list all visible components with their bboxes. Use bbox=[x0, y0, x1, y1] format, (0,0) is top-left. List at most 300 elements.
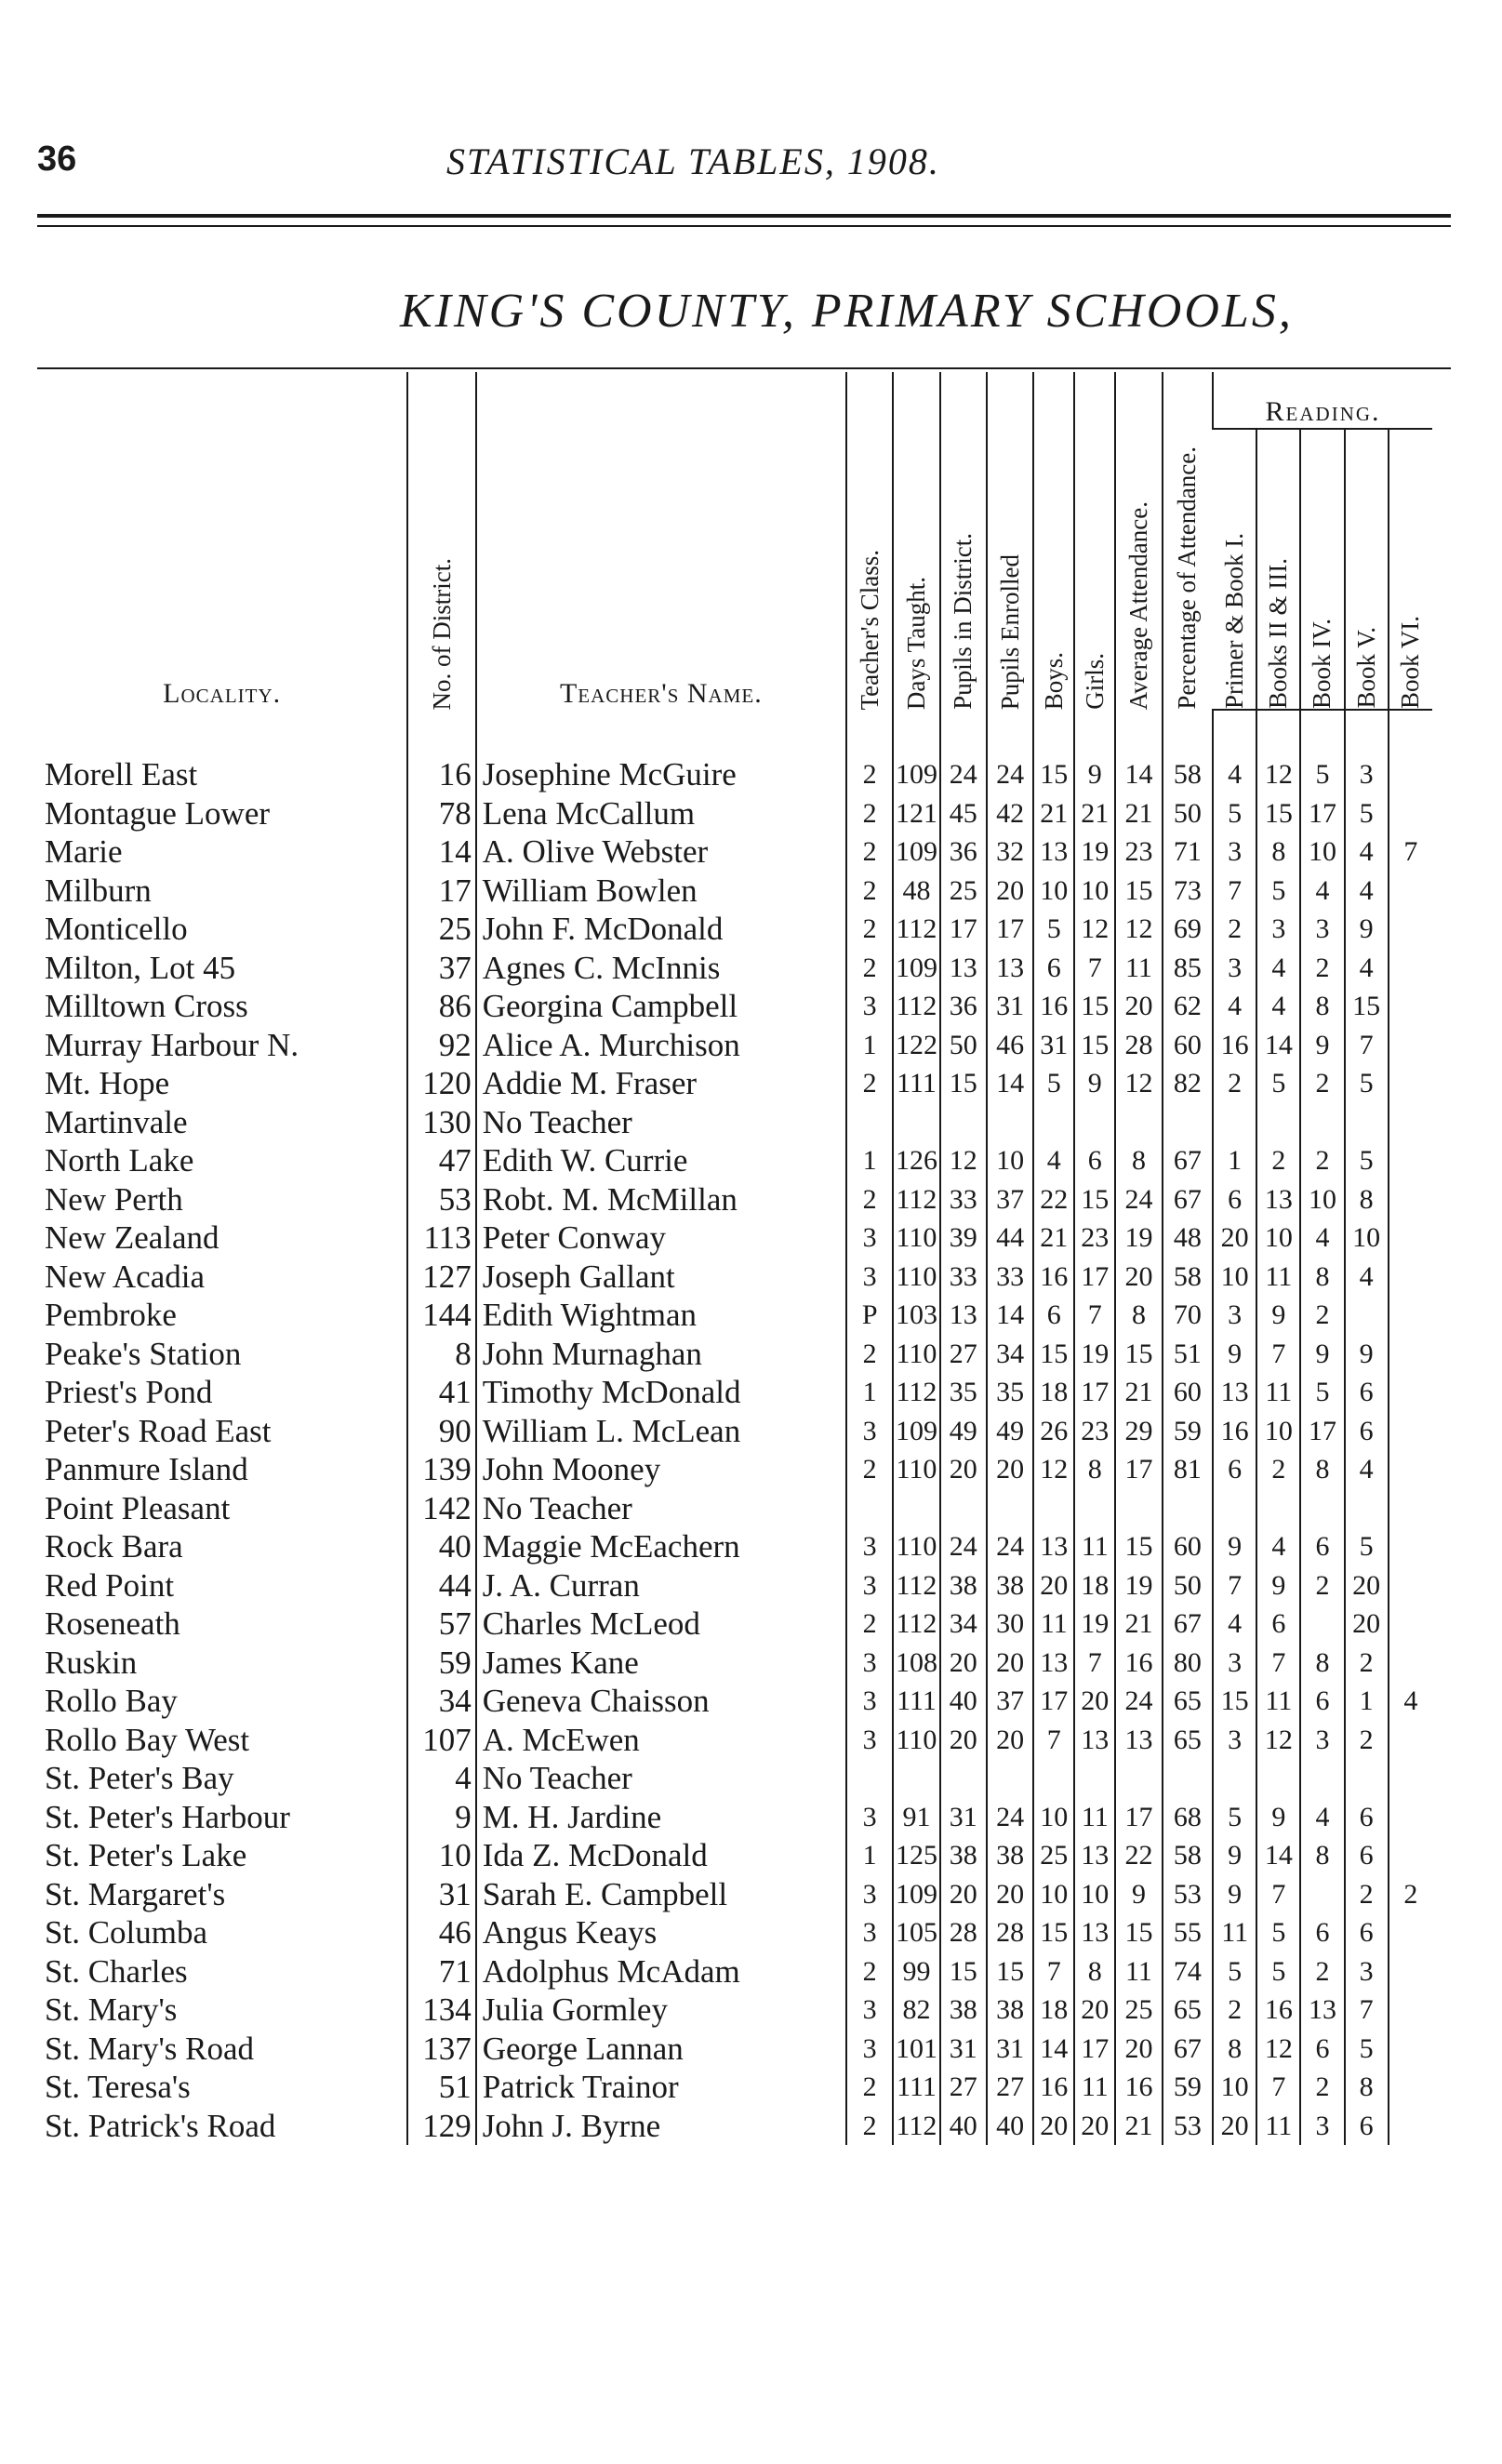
cell-b4: 6 bbox=[1300, 1527, 1344, 1566]
cell-boys: 16 bbox=[1033, 2068, 1074, 2107]
table-row bbox=[37, 1605, 1432, 1644]
cell-girls: 10 bbox=[1074, 872, 1115, 911]
cell-teacher: Agnes C. McInnis bbox=[476, 949, 846, 988]
cell-b5: 5 bbox=[1345, 2030, 1389, 2069]
cell-girls: 7 bbox=[1074, 949, 1115, 988]
cell-avg: 12 bbox=[1115, 910, 1162, 949]
table-row bbox=[37, 710, 1432, 794]
cell-pct: 71 bbox=[1163, 832, 1214, 872]
table-row bbox=[37, 794, 1432, 833]
cell-district: 16 bbox=[407, 710, 475, 794]
cell-girls: 19 bbox=[1074, 1335, 1115, 1374]
header-pupils-enrolled: Pupils Enrolled bbox=[987, 372, 1033, 710]
cell-girls bbox=[1074, 1759, 1115, 1798]
cell-b5: 9 bbox=[1345, 1335, 1389, 1374]
cell-b4: 13 bbox=[1300, 1991, 1344, 2030]
cell-avg: 29 bbox=[1115, 1412, 1162, 1451]
cell-b5: 6 bbox=[1345, 1798, 1389, 1837]
cell-boys: 18 bbox=[1033, 1373, 1074, 1412]
cell-avg: 15 bbox=[1115, 872, 1162, 911]
cell-girls: 10 bbox=[1074, 1875, 1115, 1914]
cell-avg: 21 bbox=[1115, 2107, 1162, 2146]
cell-b23: 10 bbox=[1256, 1412, 1300, 1451]
table-row bbox=[37, 1798, 1432, 1837]
cell-b6 bbox=[1389, 1141, 1432, 1180]
table-header bbox=[37, 372, 1432, 710]
table-row bbox=[37, 1721, 1432, 1760]
cell-b4: 2 bbox=[1300, 1952, 1344, 1991]
cell-b6 bbox=[1389, 1450, 1432, 1489]
cell-b5: 8 bbox=[1345, 1180, 1389, 1219]
cell-avg: 9 bbox=[1115, 1875, 1162, 1914]
cell-b5 bbox=[1345, 1296, 1389, 1335]
header-rule-thin bbox=[37, 225, 1451, 227]
cell-avg: 8 bbox=[1115, 1296, 1162, 1335]
cell-locality: St. Columba bbox=[45, 1914, 208, 1951]
cell-cls: 2 bbox=[846, 2107, 893, 2146]
table-row bbox=[37, 1296, 1432, 1335]
cell-locality: St. Margaret's bbox=[45, 1875, 226, 1912]
cell-cls: 3 bbox=[846, 1991, 893, 2030]
cell-days: 110 bbox=[893, 1721, 939, 1760]
cell-district: 25 bbox=[407, 910, 475, 949]
cell-cls: 3 bbox=[846, 1566, 893, 1605]
cell-b1: 20 bbox=[1213, 2107, 1256, 2146]
cell-b1: 3 bbox=[1213, 1721, 1256, 1760]
cell-b6 bbox=[1389, 2030, 1432, 2069]
cell-boys: 11 bbox=[1033, 1605, 1074, 1644]
cell-locality: Point Pleasant bbox=[45, 1489, 231, 1526]
cell-avg: 13 bbox=[1115, 1721, 1162, 1760]
cell-avg: 15 bbox=[1115, 1527, 1162, 1566]
cell-b4: 5 bbox=[1300, 1373, 1344, 1412]
cell-b1: 5 bbox=[1213, 1952, 1256, 1991]
cell-boys: 6 bbox=[1033, 1296, 1074, 1335]
cell-pupils-district: 15 bbox=[940, 1064, 987, 1103]
cell-enrolled: 37 bbox=[987, 1682, 1033, 1721]
cell-days: 111 bbox=[893, 2068, 939, 2107]
header-boys: Boys. bbox=[1033, 372, 1074, 710]
cell-girls: 13 bbox=[1074, 1721, 1115, 1760]
cell-teacher: A. Olive Webster bbox=[476, 832, 846, 872]
cell-pupils-district: 20 bbox=[940, 1450, 987, 1489]
cell-cls: 3 bbox=[846, 1913, 893, 1952]
cell-pct: 60 bbox=[1163, 1026, 1214, 1065]
cell-b1: 9 bbox=[1213, 1836, 1256, 1875]
cell-pct: 51 bbox=[1163, 1335, 1214, 1374]
cell-b23: 2 bbox=[1256, 1141, 1300, 1180]
table-row bbox=[37, 1141, 1432, 1180]
cell-cls: 2 bbox=[846, 832, 893, 872]
cell-b4: 10 bbox=[1300, 1180, 1344, 1219]
cell-girls: 6 bbox=[1074, 1141, 1115, 1180]
cell-pct: 53 bbox=[1163, 1875, 1214, 1914]
cell-b23 bbox=[1256, 1759, 1300, 1798]
cell-girls: 9 bbox=[1074, 710, 1115, 794]
cell-b4: 4 bbox=[1300, 872, 1344, 911]
cell-b1: 9 bbox=[1213, 1875, 1256, 1914]
cell-teacher: Joseph Gallant bbox=[476, 1258, 846, 1297]
cell-boys: 13 bbox=[1033, 1644, 1074, 1683]
header-locality: Locality. bbox=[163, 678, 282, 709]
cell-boys: 16 bbox=[1033, 987, 1074, 1026]
cell-district: 127 bbox=[407, 1258, 475, 1297]
cell-pupils-district: 50 bbox=[940, 1026, 987, 1065]
cell-district: 44 bbox=[407, 1566, 475, 1605]
cell-b1: 2 bbox=[1213, 910, 1256, 949]
cell-boys: 15 bbox=[1033, 710, 1074, 794]
cell-enrolled: 35 bbox=[987, 1373, 1033, 1412]
cell-b23: 11 bbox=[1256, 2107, 1300, 2146]
cell-days: 122 bbox=[893, 1026, 939, 1065]
cell-days: 121 bbox=[893, 794, 939, 833]
cell-boys: 25 bbox=[1033, 1836, 1074, 1875]
cell-teacher: Patrick Trainor bbox=[476, 2068, 846, 2107]
cell-teacher: M. H. Jardine bbox=[476, 1798, 846, 1837]
cell-locality: Ruskin bbox=[45, 1644, 138, 1681]
cell-boys: 13 bbox=[1033, 832, 1074, 872]
cell-girls: 13 bbox=[1074, 1836, 1115, 1875]
cell-pct: 65 bbox=[1163, 1682, 1214, 1721]
cell-b5: 8 bbox=[1345, 2068, 1389, 2107]
table-row bbox=[37, 1682, 1432, 1721]
cell-avg: 24 bbox=[1115, 1682, 1162, 1721]
cell-b1: 9 bbox=[1213, 1335, 1256, 1374]
cell-b23: 12 bbox=[1256, 1721, 1300, 1760]
cell-avg: 16 bbox=[1115, 2068, 1162, 2107]
cell-pupils-district: 39 bbox=[940, 1219, 987, 1258]
cell-b5: 6 bbox=[1345, 1412, 1389, 1451]
cell-b1: 6 bbox=[1213, 1180, 1256, 1219]
header-book6: Book VI. bbox=[1389, 429, 1432, 710]
cell-pupils-district: 13 bbox=[940, 949, 987, 988]
cell-teacher: Sarah E. Campbell bbox=[476, 1875, 846, 1914]
cell-b6 bbox=[1389, 987, 1432, 1026]
cell-cls: 2 bbox=[846, 1335, 893, 1374]
cell-days: 112 bbox=[893, 1180, 939, 1219]
cell-pupils-district: 38 bbox=[940, 1991, 987, 2030]
cell-b6 bbox=[1389, 1836, 1432, 1875]
cell-enrolled: 24 bbox=[987, 1798, 1033, 1837]
cell-pupils-district: 35 bbox=[940, 1373, 987, 1412]
cell-boys bbox=[1033, 1489, 1074, 1528]
cell-avg: 20 bbox=[1115, 1258, 1162, 1297]
cell-b1: 5 bbox=[1213, 794, 1256, 833]
cell-avg: 22 bbox=[1115, 1836, 1162, 1875]
cell-boys: 4 bbox=[1033, 1141, 1074, 1180]
cell-girls: 11 bbox=[1074, 1527, 1115, 1566]
cell-b5 bbox=[1345, 1759, 1389, 1798]
cell-b6 bbox=[1389, 1258, 1432, 1297]
cell-enrolled: 38 bbox=[987, 1566, 1033, 1605]
cell-enrolled: 24 bbox=[987, 710, 1033, 794]
table-row bbox=[37, 1527, 1432, 1566]
cell-locality: Marie bbox=[45, 833, 123, 870]
cell-girls: 9 bbox=[1074, 1064, 1115, 1103]
cell-b1: 3 bbox=[1213, 1644, 1256, 1683]
cell-locality: Rollo Bay bbox=[45, 1683, 178, 1719]
cell-pupils-district: 31 bbox=[940, 2030, 987, 2069]
cell-b6 bbox=[1389, 1026, 1432, 1065]
cell-b4: 4 bbox=[1300, 1219, 1344, 1258]
cell-b4 bbox=[1300, 1875, 1344, 1914]
cell-pupils-district: 17 bbox=[940, 910, 987, 949]
cell-b5: 20 bbox=[1345, 1605, 1389, 1644]
cell-district: 41 bbox=[407, 1373, 475, 1412]
cell-pupils-district: 25 bbox=[940, 872, 987, 911]
cell-pct: 85 bbox=[1163, 949, 1214, 988]
cell-teacher: Josephine McGuire bbox=[476, 710, 846, 794]
cell-avg: 21 bbox=[1115, 1605, 1162, 1644]
cell-pupils-district: 33 bbox=[940, 1258, 987, 1297]
cell-avg: 14 bbox=[1115, 710, 1162, 794]
cell-boys: 16 bbox=[1033, 1258, 1074, 1297]
cell-pct: 62 bbox=[1163, 987, 1214, 1026]
cell-girls: 11 bbox=[1074, 1798, 1115, 1837]
header-book5: Book V. bbox=[1345, 429, 1389, 710]
cell-pct: 81 bbox=[1163, 1450, 1214, 1489]
cell-b1: 3 bbox=[1213, 832, 1256, 872]
cell-cls: 3 bbox=[846, 2030, 893, 2069]
cell-enrolled: 24 bbox=[987, 1527, 1033, 1566]
cell-b6 bbox=[1389, 910, 1432, 949]
cell-pct: 67 bbox=[1163, 2030, 1214, 2069]
cell-girls: 17 bbox=[1074, 2030, 1115, 2069]
cell-pupils-district: 40 bbox=[940, 1682, 987, 1721]
cell-b23: 11 bbox=[1256, 1373, 1300, 1412]
cell-days: 110 bbox=[893, 1335, 939, 1374]
cell-pct: 58 bbox=[1163, 710, 1214, 794]
table-row bbox=[37, 832, 1432, 872]
cell-locality: Mt. Hope bbox=[45, 1065, 170, 1101]
cell-enrolled bbox=[987, 1489, 1033, 1528]
cell-b4: 17 bbox=[1300, 794, 1344, 833]
cell-pct: 74 bbox=[1163, 1952, 1214, 1991]
cell-girls bbox=[1074, 1489, 1115, 1528]
cell-b1: 8 bbox=[1213, 2030, 1256, 2069]
cell-pct: 68 bbox=[1163, 1798, 1214, 1837]
cell-cls: 3 bbox=[846, 987, 893, 1026]
cell-enrolled: 34 bbox=[987, 1335, 1033, 1374]
cell-b1: 6 bbox=[1213, 1450, 1256, 1489]
cell-boys: 10 bbox=[1033, 1875, 1074, 1914]
cell-pct: 48 bbox=[1163, 1219, 1214, 1258]
cell-girls: 19 bbox=[1074, 832, 1115, 872]
cell-b23 bbox=[1256, 1489, 1300, 1528]
cell-enrolled: 44 bbox=[987, 1219, 1033, 1258]
cell-b1 bbox=[1213, 1103, 1256, 1142]
cell-b6 bbox=[1389, 2107, 1432, 2146]
cell-b5: 6 bbox=[1345, 2107, 1389, 2146]
cell-b23: 7 bbox=[1256, 1875, 1300, 1914]
cell-pct: 82 bbox=[1163, 1064, 1214, 1103]
cell-b1: 3 bbox=[1213, 1296, 1256, 1335]
cell-pct: 58 bbox=[1163, 1258, 1214, 1297]
cell-boys: 31 bbox=[1033, 1026, 1074, 1065]
cell-avg: 21 bbox=[1115, 794, 1162, 833]
cell-b5: 4 bbox=[1345, 949, 1389, 988]
cell-pct: 50 bbox=[1163, 1566, 1214, 1605]
cell-boys: 22 bbox=[1033, 1180, 1074, 1219]
cell-b6 bbox=[1389, 1991, 1432, 2030]
cell-b5: 5 bbox=[1345, 1141, 1389, 1180]
cell-b4: 4 bbox=[1300, 1798, 1344, 1837]
cell-teacher: John Murnaghan bbox=[476, 1335, 846, 1374]
cell-locality: St. Peter's Harbour bbox=[45, 1798, 290, 1835]
cell-b23: 12 bbox=[1256, 710, 1300, 794]
cell-cls: 2 bbox=[846, 949, 893, 988]
cell-locality: New Perth bbox=[45, 1180, 183, 1218]
cell-b5: 6 bbox=[1345, 1836, 1389, 1875]
cell-pupils-district: 34 bbox=[940, 1605, 987, 1644]
cell-b23: 9 bbox=[1256, 1798, 1300, 1837]
table-row bbox=[37, 949, 1432, 988]
cell-avg bbox=[1115, 1759, 1162, 1798]
cell-district: 92 bbox=[407, 1026, 475, 1065]
cell-b23: 11 bbox=[1256, 1682, 1300, 1721]
cell-pupils-district: 36 bbox=[940, 987, 987, 1026]
cell-b1: 9 bbox=[1213, 1527, 1256, 1566]
cell-b23 bbox=[1256, 1103, 1300, 1142]
cell-girls: 20 bbox=[1074, 1682, 1115, 1721]
cell-enrolled: 31 bbox=[987, 987, 1033, 1026]
cell-girls: 7 bbox=[1074, 1644, 1115, 1683]
cell-cls: 2 bbox=[846, 794, 893, 833]
cell-district: 57 bbox=[407, 1605, 475, 1644]
cell-b23: 2 bbox=[1256, 1450, 1300, 1489]
cell-b4: 8 bbox=[1300, 1450, 1344, 1489]
cell-boys: 20 bbox=[1033, 1566, 1074, 1605]
header-primer-book1: Primer & Book I. bbox=[1213, 429, 1256, 710]
cell-pupils-district: 20 bbox=[940, 1721, 987, 1760]
cell-pct bbox=[1163, 1489, 1214, 1528]
cell-pupils-district: 36 bbox=[940, 832, 987, 872]
cell-b23: 4 bbox=[1256, 987, 1300, 1026]
cell-teacher: John J. Byrne bbox=[476, 2107, 846, 2146]
cell-b23: 5 bbox=[1256, 1064, 1300, 1103]
cell-b1: 5 bbox=[1213, 1798, 1256, 1837]
cell-b6 bbox=[1389, 1219, 1432, 1258]
cell-cls: 2 bbox=[846, 710, 893, 794]
cell-enrolled: 27 bbox=[987, 2068, 1033, 2107]
cell-cls: 1 bbox=[846, 1141, 893, 1180]
cell-pupils-district: 20 bbox=[940, 1875, 987, 1914]
cell-enrolled: 17 bbox=[987, 910, 1033, 949]
cell-b5: 5 bbox=[1345, 1527, 1389, 1566]
cell-avg bbox=[1115, 1103, 1162, 1142]
cell-district: 120 bbox=[407, 1064, 475, 1103]
cell-pupils-district: 31 bbox=[940, 1798, 987, 1837]
cell-pct: 59 bbox=[1163, 2068, 1214, 2107]
cell-b4 bbox=[1300, 1759, 1344, 1798]
table-row bbox=[37, 1180, 1432, 1219]
cell-days bbox=[893, 1759, 939, 1798]
cell-locality: Rollo Bay West bbox=[45, 1721, 250, 1758]
cell-pupils-district: 24 bbox=[940, 1527, 987, 1566]
cell-b5: 4 bbox=[1345, 1258, 1389, 1297]
cell-district: 129 bbox=[407, 2107, 475, 2146]
cell-avg: 17 bbox=[1115, 1450, 1162, 1489]
cell-cls: P bbox=[846, 1296, 893, 1335]
cell-b1: 10 bbox=[1213, 2068, 1256, 2107]
cell-pupils-district: 13 bbox=[940, 1296, 987, 1335]
cell-locality: North Lake bbox=[45, 1142, 194, 1179]
cell-b5: 2 bbox=[1345, 1644, 1389, 1683]
cell-b6 bbox=[1389, 1644, 1432, 1683]
cell-cls: 3 bbox=[846, 1527, 893, 1566]
cell-enrolled: 46 bbox=[987, 1026, 1033, 1065]
cell-b6 bbox=[1389, 1296, 1432, 1335]
header-rule-thick bbox=[37, 214, 1451, 218]
cell-b6 bbox=[1389, 1335, 1432, 1374]
cell-avg: 11 bbox=[1115, 949, 1162, 988]
cell-pct bbox=[1163, 1103, 1214, 1142]
cell-avg: 15 bbox=[1115, 1913, 1162, 1952]
cell-b4: 2 bbox=[1300, 1566, 1344, 1605]
cell-boys: 10 bbox=[1033, 872, 1074, 911]
cell-pct: 58 bbox=[1163, 1836, 1214, 1875]
cell-avg bbox=[1115, 1489, 1162, 1528]
cell-b23: 6 bbox=[1256, 1605, 1300, 1644]
cell-enrolled: 14 bbox=[987, 1064, 1033, 1103]
cell-b4: 8 bbox=[1300, 1644, 1344, 1683]
cell-cls: 3 bbox=[846, 1721, 893, 1760]
cell-days: 109 bbox=[893, 949, 939, 988]
cell-district: 86 bbox=[407, 987, 475, 1026]
table-row bbox=[37, 1566, 1432, 1605]
cell-enrolled: 13 bbox=[987, 949, 1033, 988]
cell-b4: 8 bbox=[1300, 1258, 1344, 1297]
cell-b6 bbox=[1389, 794, 1432, 833]
cell-b4 bbox=[1300, 1489, 1344, 1528]
cell-boys: 12 bbox=[1033, 1450, 1074, 1489]
cell-teacher: Geneva Chaisson bbox=[476, 1682, 846, 1721]
cell-days: 112 bbox=[893, 987, 939, 1026]
cell-avg: 23 bbox=[1115, 832, 1162, 872]
cell-locality: New Zealand bbox=[45, 1219, 219, 1256]
cell-b5: 3 bbox=[1345, 710, 1389, 794]
cell-locality: Montague Lower bbox=[45, 794, 271, 832]
cell-cls: 1 bbox=[846, 1026, 893, 1065]
table-row bbox=[37, 1952, 1432, 1991]
cell-district: 137 bbox=[407, 2030, 475, 2069]
cell-b1 bbox=[1213, 1759, 1256, 1798]
cell-district: 47 bbox=[407, 1141, 475, 1180]
cell-avg: 11 bbox=[1115, 1952, 1162, 1991]
cell-avg: 8 bbox=[1115, 1141, 1162, 1180]
table-row bbox=[37, 2107, 1432, 2146]
cell-days: 99 bbox=[893, 1952, 939, 1991]
cell-girls: 11 bbox=[1074, 2068, 1115, 2107]
cell-district: 134 bbox=[407, 1991, 475, 2030]
cell-pct: 69 bbox=[1163, 910, 1214, 949]
cell-b6 bbox=[1389, 1913, 1432, 1952]
cell-b6: 2 bbox=[1389, 1875, 1432, 1914]
cell-b6 bbox=[1389, 872, 1432, 911]
cell-enrolled: 28 bbox=[987, 1913, 1033, 1952]
cell-boys: 6 bbox=[1033, 949, 1074, 988]
cell-district: 34 bbox=[407, 1682, 475, 1721]
header-district-no: No. of District. bbox=[407, 372, 475, 710]
cell-girls: 20 bbox=[1074, 1991, 1115, 2030]
table-row bbox=[37, 1219, 1432, 1258]
cell-cls: 2 bbox=[846, 872, 893, 911]
cell-boys bbox=[1033, 1759, 1074, 1798]
cell-b6 bbox=[1389, 1489, 1432, 1528]
cell-pupils-district bbox=[940, 1759, 987, 1798]
cell-teacher: Lena McCallum bbox=[476, 794, 846, 833]
cell-b4: 6 bbox=[1300, 1913, 1344, 1952]
